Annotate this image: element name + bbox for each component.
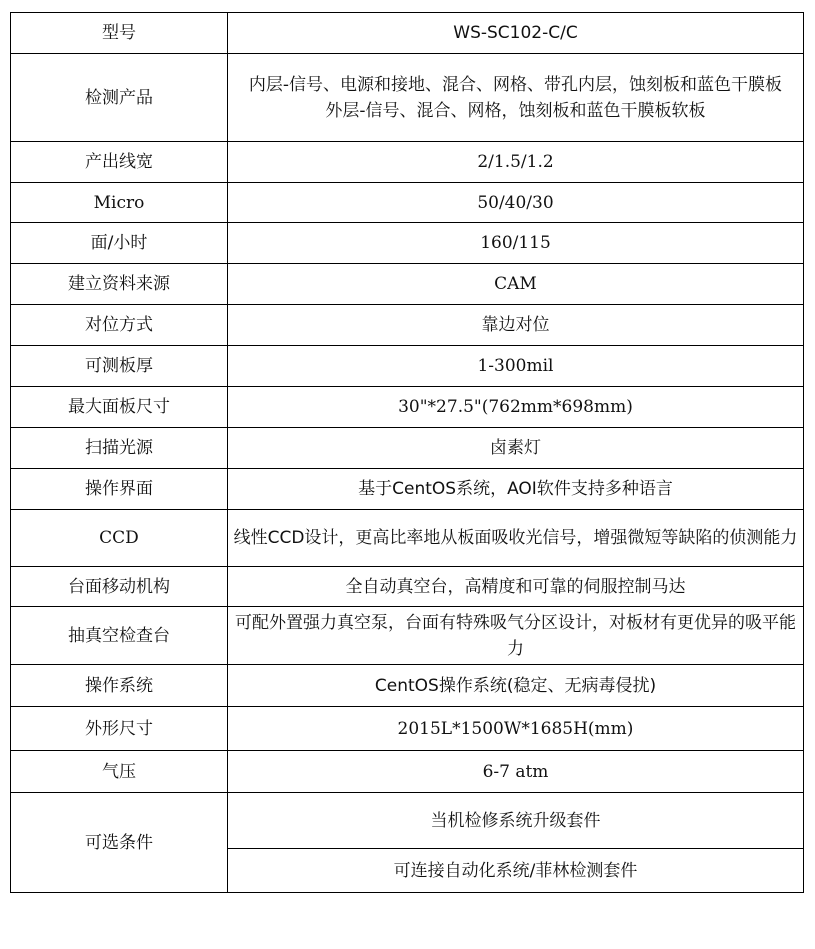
- table-row: [11, 305, 804, 346]
- row-label-panel-size: 最大面板尺寸: [11, 387, 228, 428]
- table-row: [11, 387, 804, 428]
- row-label-options: 可选条件: [11, 793, 228, 893]
- table-row: [11, 54, 804, 142]
- row-label-data-source: 建立资料来源: [11, 264, 228, 305]
- table-row: [11, 567, 804, 607]
- row-label-dimensions: 外形尺寸: [11, 707, 228, 751]
- table-row: [11, 183, 804, 223]
- products-inner-line: 内层-信号、电源和接地、混合、网格、带孔内层，蚀刻板和蓝色干膜板: [248, 74, 783, 95]
- table-row: [11, 665, 804, 707]
- row-label-air-pressure: 气压: [11, 751, 228, 793]
- table-row: [11, 346, 804, 387]
- table-row: [11, 142, 804, 183]
- row-label-vacuum-table: 抽真空检查台: [11, 607, 228, 665]
- row-value-dimensions: 2015L*1500W*1685H(mm): [228, 707, 804, 751]
- row-value-alignment: 靠边对位: [228, 305, 804, 346]
- table-row: [11, 707, 804, 751]
- table-row: [11, 428, 804, 469]
- row-label-thickness: 可测板厚: [11, 346, 228, 387]
- row-label-ccd: CCD: [11, 510, 228, 567]
- row-label-light-source: 扫描光源: [11, 428, 228, 469]
- row-label-products: 检测产品: [11, 54, 228, 142]
- row-value-data-source: CAM: [228, 264, 804, 305]
- option-item: 当机检修系统升级套件: [228, 793, 804, 849]
- table-row: [11, 264, 804, 305]
- row-value-panel-size: 30"*27.5"(762mm*698mm): [228, 387, 804, 428]
- table-row: [11, 469, 804, 510]
- products-outer-line: 外层-信号、混合、网格，蚀刻板和蓝色干膜板软板: [325, 100, 706, 121]
- row-value-vacuum-table: 可配外置强力真空泵，台面有特殊吸气分区设计，对板材有更优异的吸平能力: [228, 607, 804, 665]
- row-value-throughput: 160/115: [228, 223, 804, 264]
- row-label-linewidth: 产出线宽: [11, 142, 228, 183]
- table-row: [11, 510, 804, 567]
- row-label-alignment: 对位方式: [11, 305, 228, 346]
- row-value-interface: 基于CentOS系统，AOI软件支持多种语言: [228, 469, 804, 510]
- row-label-model: 型号: [11, 13, 228, 54]
- table-row: [11, 223, 804, 264]
- spec-table: [10, 12, 804, 893]
- row-label-micro: Micro: [11, 183, 228, 223]
- row-label-interface: 操作界面: [11, 469, 228, 510]
- row-value-stage: 全自动真空台，高精度和可靠的伺服控制马达: [228, 567, 804, 607]
- row-value-ccd: 线性CCD设计，更高比率地从板面吸收光信号，增强微短等缺陷的侦测能力: [228, 510, 804, 567]
- row-label-os: 操作系统: [11, 665, 228, 707]
- row-value-os: CentOS操作系统(稳定、无病毒侵扰): [228, 665, 804, 707]
- table-row: [11, 607, 804, 665]
- row-label-throughput: 面/小时: [11, 223, 228, 264]
- row-value-light-source: 卤素灯: [228, 428, 804, 469]
- row-value-thickness: 1-300mil: [228, 346, 804, 387]
- row-value-products: [228, 54, 804, 142]
- table-row: [11, 793, 804, 849]
- row-value-linewidth: 2/1.5/1.2: [228, 142, 804, 183]
- table-row: [11, 13, 804, 54]
- table-row: [11, 751, 804, 793]
- model-value: WS-SC102-C/C: [228, 13, 804, 54]
- option-item: 可连接自动化系统/菲林检测套件: [228, 849, 804, 893]
- row-label-stage: 台面移动机构: [11, 567, 228, 607]
- row-value-air-pressure: 6-7 atm: [228, 751, 804, 793]
- row-value-micro: 50/40/30: [228, 183, 804, 223]
